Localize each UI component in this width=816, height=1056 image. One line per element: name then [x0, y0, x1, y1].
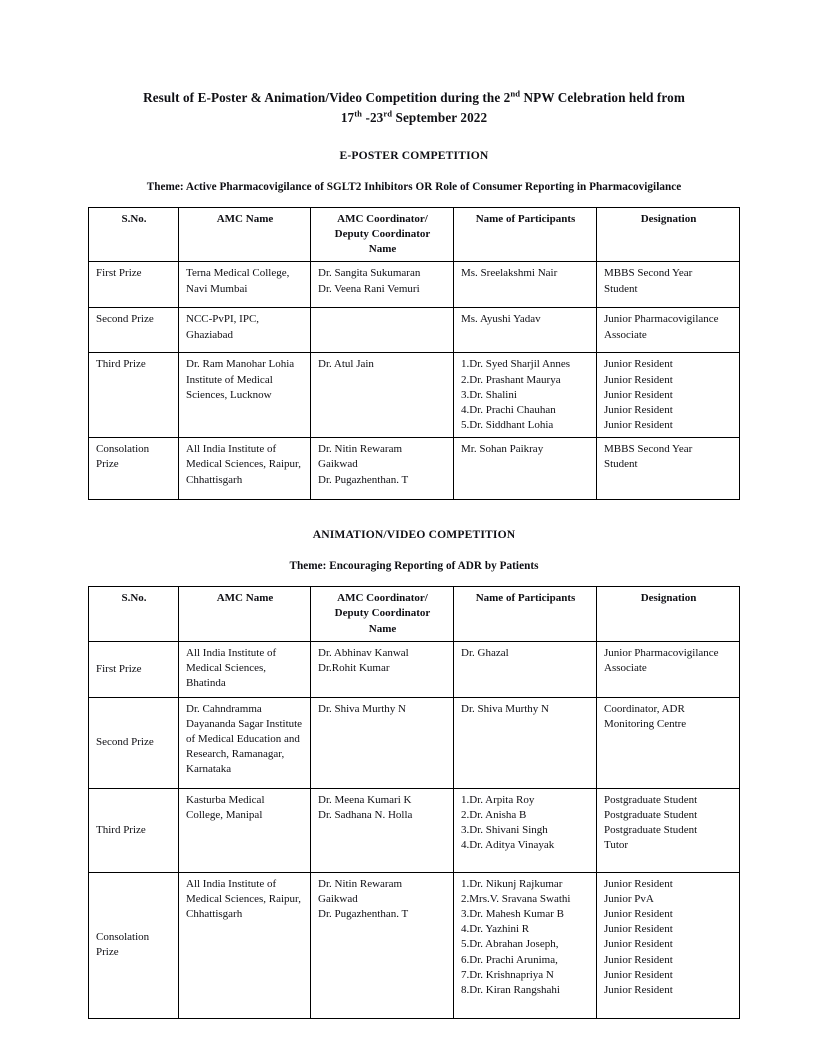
cell-line: Junior Resident	[604, 373, 673, 386]
table-header-row	[89, 587, 740, 642]
designation-cell	[597, 308, 740, 353]
cell-line: Research, Ramanagar,	[186, 748, 285, 761]
cell-line: Dr. Shiva Murthy N	[318, 702, 406, 715]
title-date-month-year: September 2022	[392, 110, 488, 126]
title-ordinal-17th: th	[354, 109, 363, 120]
theme-eposter: Theme: Active Pharmacovigilance of SGLT2 Inhibitors OR Role of Consumer Reporting in Pharmacovigilance	[146, 180, 682, 193]
cell-line: 5.Dr. Siddhant Lohia	[461, 419, 554, 432]
section-heading-animation: ANIMATION/VIDEO COMPETITION	[312, 528, 516, 542]
title-ordinal-2nd: nd	[510, 88, 521, 99]
column-header-designation: Designation	[597, 587, 740, 642]
prize-label: First Prize	[89, 262, 179, 308]
cell-line: Medical Sciences, Raipur,	[186, 458, 302, 471]
cell-line: Dr. Nitin Rewaram	[318, 443, 403, 456]
designation-cell	[597, 872, 740, 1018]
cell-line: MBBS Second Year	[604, 267, 693, 280]
participants-cell	[454, 438, 597, 500]
table-row	[89, 353, 740, 438]
amc-name-cell	[179, 872, 311, 1018]
cell-line: Chhattisgarh	[186, 473, 243, 486]
table-row	[89, 308, 740, 353]
spacer-title	[88, 129, 740, 149]
amc-name-cell	[179, 697, 311, 788]
cell-line: 2.Dr. Prashant Maurya	[461, 373, 561, 386]
document-title	[88, 88, 740, 129]
coordinator-cell	[311, 353, 454, 438]
cell-line: 1.Dr. Arpita Roy	[461, 793, 535, 806]
prize-label: Third Prize	[89, 353, 179, 438]
cell-line: 4.Dr. Aditya Vinayak	[461, 839, 555, 852]
cell-line: Karnataka	[186, 763, 232, 776]
cell-line: Junior PvA	[604, 892, 654, 905]
cell-line: Dr. Nitin Rewaram	[318, 877, 403, 890]
coordinator-header-line-3: Name	[368, 622, 397, 635]
designation-cell	[597, 641, 740, 697]
cell-line: Tutor	[604, 839, 629, 852]
amc-name-cell	[179, 262, 311, 308]
cell-line: Medical Sciences,	[186, 661, 267, 674]
amc-name-cell	[179, 438, 311, 500]
participants-cell	[454, 353, 597, 438]
cell-line: Postgraduate Student	[604, 824, 698, 837]
table-header-row	[89, 207, 740, 262]
participants-cell	[454, 697, 597, 788]
cell-line: 5.Dr. Abrahan Joseph,	[461, 938, 559, 951]
amc-name-cell	[179, 353, 311, 438]
cell-line: Dr. Pugazhenthan. T	[318, 908, 409, 921]
cell-line: Dr. Ghazal	[461, 646, 509, 659]
table-row	[89, 262, 740, 308]
cell-line: Dr. Sadhana N. Holla	[318, 808, 413, 821]
cell-line: Terna Medical College,	[186, 267, 290, 280]
theme-animation: Theme: Encouraging Reporting of ADR by Patients	[289, 560, 539, 573]
cell-line: Dr. Cahndramma	[186, 702, 262, 715]
cell-line: Dr. Pugazhenthan. T	[318, 473, 409, 486]
section-heading-eposter: E-POSTER COMPETITION	[339, 148, 489, 162]
cell-line: Junior Pharmacovigilance	[604, 313, 719, 326]
coordinator-cell	[311, 872, 454, 1018]
participants-cell	[454, 872, 597, 1018]
spacer-theme1	[88, 193, 740, 207]
cell-line: 1.Dr. Syed Sharjil Annes	[461, 358, 571, 371]
cell-line: Junior Resident	[604, 908, 673, 921]
column-header-coordinator	[311, 207, 454, 262]
cell-line: Associate	[604, 661, 647, 674]
cell-line: of Medical Education and	[186, 733, 300, 746]
spacer-between-sections	[88, 500, 740, 528]
participants-cell	[454, 262, 597, 308]
amc-name-cell	[179, 308, 311, 353]
table-body-animation	[89, 641, 740, 1018]
cell-line: Student	[604, 282, 638, 295]
cell-line: Coordinator, ADR	[604, 702, 685, 715]
coordinator-header-line-1: AMC Coordinator/	[337, 592, 428, 605]
title-date-23: -23	[362, 110, 384, 126]
cell-line: Kasturba Medical	[186, 793, 265, 806]
designation-cell	[597, 438, 740, 500]
cell-line: Dayananda Sagar Institute	[186, 717, 303, 730]
cell-line: Junior Resident	[604, 953, 673, 966]
spacer-section2	[88, 541, 740, 560]
cell-line: 4.Dr. Prachi Chauhan	[461, 403, 556, 416]
cell-line: College, Manipal	[186, 808, 263, 821]
cell-line: Junior Resident	[604, 403, 673, 416]
cell-line: Ms. Sreelakshmi Nair	[461, 267, 558, 280]
cell-line: Chhattisgarh	[186, 908, 243, 921]
cell-line: Dr. Abhinav Kanwal	[318, 646, 409, 659]
participants-cell	[454, 788, 597, 872]
table-body-eposter	[89, 262, 740, 500]
prize-label: Second Prize	[89, 308, 179, 353]
title-text-part-2: NPW Celebration held from	[520, 90, 685, 105]
cell-line: NCC-PvPI, IPC,	[186, 313, 260, 326]
coordinator-cell	[311, 788, 454, 872]
cell-line: 6.Dr. Prachi Arunima,	[461, 953, 558, 966]
cell-line: Junior Resident	[604, 938, 673, 951]
coordinator-cell	[311, 262, 454, 308]
cell-line: 4.Dr. Yazhini R	[461, 923, 530, 936]
amc-name-cell	[179, 641, 311, 697]
table-header-animation	[89, 587, 740, 642]
cell-line: Dr.Rohit Kumar	[318, 661, 390, 674]
results-table-animation	[88, 586, 740, 1019]
cell-line: 8.Dr. Kiran Rangshahi	[461, 984, 560, 996]
prize-label: First Prize	[89, 641, 179, 697]
cell-line: Student	[604, 458, 638, 471]
column-header-sno: S.No.	[89, 207, 179, 262]
cell-line: 3.Dr. Shalini	[461, 388, 517, 401]
cell-line: Bhatinda	[186, 677, 226, 690]
cell-line: Dr. Shiva Murthy N	[461, 702, 549, 715]
title-date-17: 17	[340, 110, 355, 126]
column-header-participants: Name of Participants	[454, 587, 597, 642]
coordinator-cell	[311, 641, 454, 697]
cell-line: Mr. Sohan Paikray	[461, 443, 544, 456]
document-body	[88, 88, 740, 1019]
coordinator-header-line-2: Deputy Coordinator	[334, 228, 431, 241]
table-row	[89, 697, 740, 788]
coordinator-header-line-2: Deputy Coordinator	[334, 607, 431, 620]
designation-cell	[597, 788, 740, 872]
cell-line: Medical Sciences, Raipur,	[186, 892, 302, 905]
designation-cell	[597, 262, 740, 308]
cell-line: Ghaziabad	[186, 328, 234, 341]
coordinator-header-line-3: Name	[368, 243, 397, 256]
coordinator-cell	[311, 438, 454, 500]
column-header-sno: S.No.	[89, 587, 179, 642]
cell-line: Gaikwad	[318, 458, 358, 471]
table-row	[89, 788, 740, 872]
cell-line: Dr. Atul Jain	[318, 358, 374, 371]
cell-line: Junior Resident	[604, 419, 673, 432]
cell-line: Junior Resident	[604, 358, 673, 371]
cell-line: MBBS Second Year	[604, 443, 693, 456]
spacer-theme2	[88, 572, 740, 586]
cell-line: All India Institute of	[186, 646, 277, 659]
coordinator-cell	[311, 697, 454, 788]
cell-line: Dr. Ram Manohar Lohia	[186, 358, 295, 371]
table-row	[89, 641, 740, 697]
cell-line: Ms. Ayushi Yadav	[461, 313, 541, 326]
column-header-amc-name: AMC Name	[179, 587, 311, 642]
cell-line: 2.Dr. Anisha B	[461, 808, 527, 821]
cell-line: 3.Dr. Mahesh Kumar B	[461, 908, 564, 921]
cell-line: Junior Resident	[604, 984, 673, 996]
cell-line: Gaikwad	[318, 892, 358, 905]
results-table-eposter	[88, 207, 740, 500]
cell-line: Institute of Medical	[186, 373, 273, 386]
prize-label: Second Prize	[89, 697, 179, 788]
cell-line: Junior Pharmacovigilance	[604, 646, 719, 659]
cell-line: Junior Resident	[604, 877, 673, 890]
cell-line: Dr. Meena Kumari K	[318, 793, 412, 806]
table-row	[89, 438, 740, 500]
coordinator-header-line-1: AMC Coordinator/	[337, 212, 428, 225]
cell-line: Dr. Veena Rani Vemuri	[318, 282, 420, 295]
cell-line: All India Institute of	[186, 443, 277, 456]
cell-line: Dr. Sangita Sukumaran	[318, 267, 421, 280]
cell-line: All India Institute of	[186, 877, 277, 890]
title-text-part-1: Result of E-Poster & Animation/Video Competition during the 2	[143, 90, 511, 105]
cell-line: Postgraduate Student	[604, 808, 698, 821]
cell-line: Associate	[604, 328, 647, 341]
title-ordinal-23rd: rd	[383, 109, 393, 120]
cell-line: Monitoring Centre	[604, 717, 687, 730]
prize-label: Consolation Prize	[89, 872, 179, 1018]
amc-name-cell	[179, 788, 311, 872]
cell-line: 3.Dr. Shivani Singh	[461, 824, 548, 837]
column-header-coordinator	[311, 587, 454, 642]
table-row	[89, 872, 740, 1018]
spacer-section1	[88, 162, 740, 181]
cell-line: Postgraduate Student	[604, 793, 698, 806]
cell-line: Junior Resident	[604, 388, 673, 401]
participants-cell	[454, 308, 597, 353]
cell-line: Junior Resident	[604, 968, 673, 981]
cell-line: Sciences, Lucknow	[186, 388, 272, 401]
designation-cell	[597, 353, 740, 438]
cell-line: Navi Mumbai	[186, 282, 248, 295]
coordinator-cell	[311, 308, 454, 353]
column-header-designation: Designation	[597, 207, 740, 262]
cell-line: 2.Mrs.V. Sravana Swathi	[461, 892, 571, 905]
cell-line: 1.Dr. Nikunj Rajkumar	[461, 877, 563, 890]
table-header-eposter	[89, 207, 740, 262]
cell-line: Junior Resident	[604, 923, 673, 936]
cell-line: 7.Dr. Krishnapriya N	[461, 968, 554, 981]
column-header-participants: Name of Participants	[454, 207, 597, 262]
designation-cell	[597, 697, 740, 788]
column-header-amc-name: AMC Name	[179, 207, 311, 262]
participants-cell	[454, 641, 597, 697]
prize-label: Third Prize	[89, 788, 179, 872]
prize-label: Consolation Prize	[89, 438, 179, 500]
